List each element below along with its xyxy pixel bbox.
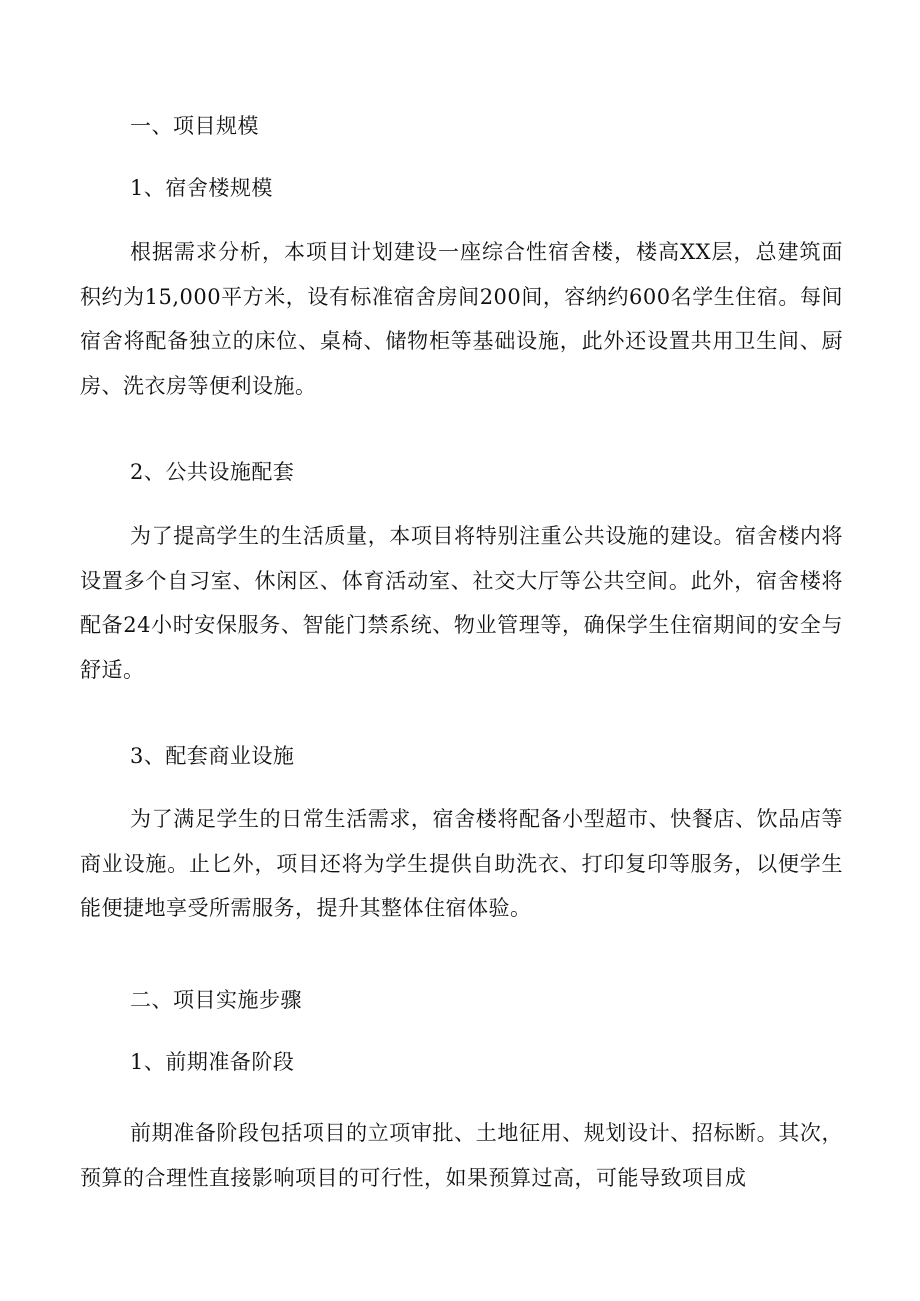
paragraph-commercial-facilities: 为了满足学生的日常生活需求，宿舍楼将配备小型超市、快餐店、饮品店等商业设施。止匕外，项目还将为学生提供自助洗衣、打印复印等服务，以便学生能便捷地享受所需服务，提升其整体住宿体验。 [80,807,843,920]
section-heading-implementation-steps: 二、项目实施步骤 [130,988,302,1012]
subheading-dormitory-scale: 1、宿舍楼规模 [130,176,273,200]
paragraph-preparation-stage: 前期准备阶段包括项目的立项审批、土地征用、规划设计、招标断。其次，预算的合理性直接影响项目的可行性，如果预算过高，可能导致项目成 [80,1121,843,1190]
paragraph-public-facilities: 为了提高学生的生活质量，本项目将特别注重公共设施的建设。宿舍楼内将设置多个自习室、休闲区、体育活动室、社交大厅等公共空间。此外，宿舍楼将配备24小时安保服务、智能门禁系统、物业管理等，确保学生住宿期间的安全与舒适。 [80,524,843,682]
subheading-preparation-stage: 1、前期准备阶段 [130,1050,295,1074]
subheading-public-facilities: 2、公共设施配套 [130,460,295,484]
subheading-commercial-facilities: 3、配套商业设施 [130,744,295,768]
paragraph-dormitory-scale: 根据需求分析，本项目计划建设一座综合性宿舍楼，楼高XX层，总建筑面积约为15,000平方米，设有标准宿舍房间200间，容纳约600名学生住宿。每间宿舍将配备独立的床位、桌椅、储物柜等基础设施，此外还设置共用卫生间、厨房、洗衣房等便利设施。 [80,240,843,398]
section-heading-project-scale: 一、项目规模 [130,114,259,138]
